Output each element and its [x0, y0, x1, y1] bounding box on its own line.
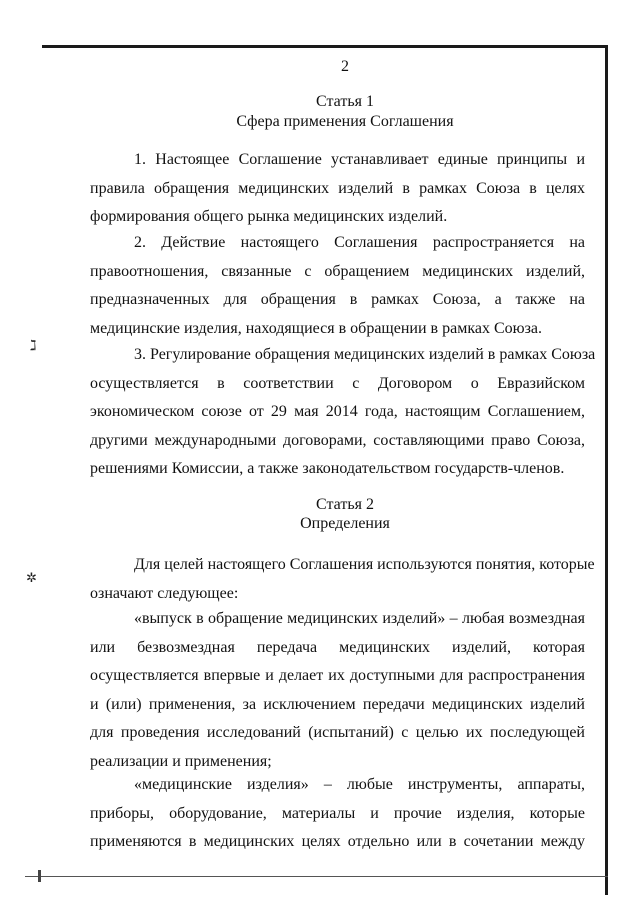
scan-speck — [38, 870, 41, 882]
text-line: 1. Настоящее Соглашение устанавливает единые принципы и — [134, 151, 585, 168]
text-line: экономическом союзе от 29 мая 2014 года, настоящим Соглашением, — [90, 403, 585, 420]
text-line: решениями Комиссии, а также законодательством государств-членов. — [90, 460, 565, 477]
text-line: «медицинские изделия» – любые инструменты, аппараты, — [134, 776, 585, 793]
article-1-title: Статья 1 — [316, 93, 374, 110]
text-line: применяются в медицинских целях отдельно или в сочетании между — [90, 833, 585, 850]
margin-mark: ✲ — [26, 570, 37, 585]
text-line: осуществляется впервые и делает их доступными для распространения — [90, 667, 585, 684]
definition-medical-devices — [90, 771, 585, 857]
article-2-title: Статья 2 — [316, 496, 374, 513]
text-line: предназначенных для обращения в рамках Союза, а также на — [90, 291, 585, 308]
article-2-subtitle: Определения — [300, 515, 390, 532]
scan-border-right — [605, 45, 608, 895]
text-line: для проведения исследований (испытаний) с целью их последующей — [90, 724, 585, 741]
article-1-paragraph-1 — [90, 146, 585, 232]
scan-border-bottom — [25, 876, 608, 877]
text-line: другими международными договорами, составляющими право Союза, — [90, 431, 585, 449]
article-1-paragraph-3 — [90, 341, 596, 484]
text-line: медицинские изделия, находящиеся в обращении в рамках Союза. — [90, 319, 542, 337]
text-line: и (или) применения, за исключением передачи медицинских изделий — [90, 695, 585, 713]
text-line: «выпуск в обращение медицинских изделий» – любая возмездная — [134, 610, 585, 627]
text-line: правоотношения, связанные с обращением медицинских изделий, — [90, 262, 585, 280]
scan-border-top — [42, 45, 608, 48]
page-number: 2 — [341, 58, 349, 75]
text-line: осуществляется в соответствии с Договором о Евразийском — [90, 374, 585, 392]
text-line: Для целей настоящего Соглашения используются понятия, которые — [134, 556, 595, 573]
text-line: 3. Регулирование обращения медицинских изделий в рамках Союза — [134, 346, 596, 363]
text-line: правила обращения медицинских изделий в рамках Союза в целях — [90, 179, 585, 197]
text-line: 2. Действие настоящего Соглашения распространяется на — [134, 234, 585, 251]
article-2-paragraph-1 — [90, 551, 595, 608]
text-line: означают следующее: — [90, 584, 239, 602]
article-1-paragraph-2 — [90, 229, 585, 343]
text-line: формирования общего рынка медицинских изделий. — [90, 208, 448, 225]
text-line: реализации и применения; — [90, 752, 272, 770]
definition-release-into-circulation — [90, 605, 585, 776]
text-line: или безвозмездная передача медицинских изделий, которая — [90, 638, 585, 656]
article-1-subtitle: Сфера применения Соглашения — [236, 113, 454, 130]
margin-mark: ℷ — [30, 339, 37, 354]
text-line: приборы, оборудование, материалы и прочие изделия, которые — [90, 804, 585, 822]
